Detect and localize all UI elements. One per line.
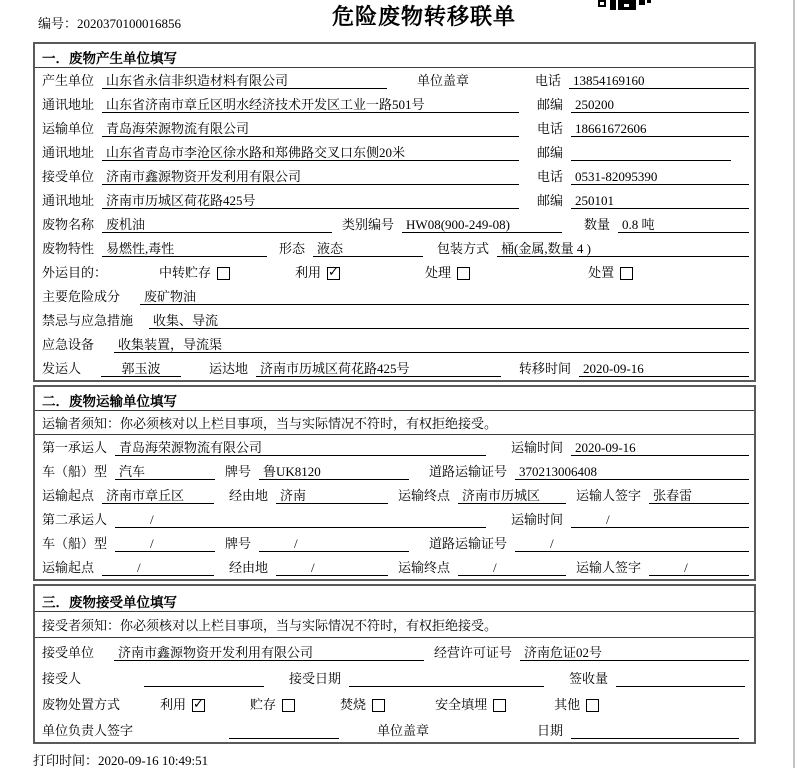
- option-label: 处理: [425, 265, 452, 280]
- packaging-label: 包装方式: [437, 241, 490, 256]
- transport-unit-label: 运输单位: [42, 121, 95, 136]
- packaging-value: 桶(金属,数量 4 ): [497, 241, 749, 257]
- producer-phone-value: 13854169160: [569, 73, 749, 89]
- category-code-value: HW08(900-249-08): [402, 217, 562, 233]
- transport-time-value: /: [571, 512, 749, 528]
- route-end-value: /: [458, 560, 566, 576]
- section-producer-heading: 一．废物产生单位填写: [35, 44, 754, 68]
- disposal-option-other: [554, 697, 599, 713]
- checkbox-icon: [282, 699, 295, 712]
- disposal-option-landfill: [435, 697, 506, 713]
- form-label: 形态: [279, 241, 306, 256]
- license-label: 经营许可证号: [434, 645, 513, 660]
- waste-name-row: [35, 212, 754, 236]
- disposal-method-label: 废物处置方式: [42, 697, 121, 712]
- producer-zip-value: 250200: [571, 97, 749, 113]
- phone-label: 电话: [534, 73, 561, 88]
- receive-address-row: [35, 188, 754, 212]
- option-label: 利用: [160, 697, 187, 712]
- serial-value: 2020370100016856: [77, 16, 182, 31]
- taboo-measures-label: 禁忌与应急措施: [42, 313, 134, 328]
- road-permit-value: /: [515, 536, 749, 552]
- qr-code-fragment-icon: [598, 0, 652, 11]
- option-label: 利用: [295, 265, 322, 280]
- purpose-option-treat: [425, 265, 470, 281]
- checkbox-icon: [586, 699, 599, 712]
- document-header: [0, 0, 796, 42]
- receiver-notice-row: [35, 612, 754, 638]
- zip-label: 邮编: [536, 193, 563, 208]
- serial-label: 编号：: [38, 16, 78, 31]
- route-end-label: 运输终点: [398, 488, 451, 503]
- main-hazard-label: 主要危险成分: [42, 289, 121, 304]
- plate-label: 牌号: [225, 536, 252, 551]
- form-value: 液态: [313, 241, 423, 257]
- transport-unit-value: 青岛海荣源物流有限公司: [102, 121, 519, 137]
- carrier-signature-label: 运输人签字: [576, 488, 642, 503]
- disposal-method-row: [35, 690, 754, 716]
- section-receiver-heading: 三．废物接受单位填写: [35, 586, 754, 612]
- checkbox-icon: [192, 699, 205, 712]
- transport-time-label: 运输时间: [510, 440, 563, 455]
- option-label: 安全填埋: [435, 697, 488, 712]
- option-label: 处置: [588, 265, 615, 280]
- emergency-equipment-row: [35, 332, 754, 356]
- waste-props-value: 易燃性,毒性: [102, 241, 267, 257]
- waste-props-label: 废物特性: [42, 241, 95, 256]
- phone-label: 电话: [536, 121, 563, 136]
- checkbox-icon: [217, 267, 230, 280]
- receive-unit-row: [35, 164, 754, 188]
- transfer-time-label: 转移时间: [519, 361, 572, 376]
- acceptor-value: [144, 671, 264, 687]
- accept-date-value: [349, 671, 544, 687]
- date-label: 日期: [537, 723, 564, 738]
- page-title: 危险废物转移联单: [332, 5, 517, 30]
- responsible-signature-value: [229, 723, 339, 739]
- accept-unit-row: [35, 638, 754, 664]
- phone-label: 电话: [536, 169, 563, 184]
- vehicle-type-value: 汽车: [115, 464, 215, 480]
- section-transporter-heading: 二．废物运输单位填写: [35, 387, 754, 411]
- option-label: 贮存: [250, 697, 277, 712]
- second-carrier-value: /: [115, 512, 486, 528]
- destination-label: 运达地: [209, 361, 249, 376]
- receipt-amount-label: 签收量: [569, 671, 609, 686]
- plate-label: 牌号: [225, 464, 252, 479]
- transport-unit-row: [35, 116, 754, 140]
- road-permit-label: 道路运输证号: [429, 536, 508, 551]
- transport-address-value: 山东省青岛市李沧区徐水路和郑佛路交叉口东侧20米: [102, 145, 519, 161]
- transport-time-label: 运输时间: [510, 512, 563, 527]
- transport-address-row: [35, 140, 754, 164]
- first-carrier-label: 第一承运人: [42, 440, 108, 455]
- date-value: [571, 723, 739, 739]
- road-permit-label: 道路运输证号: [429, 464, 508, 479]
- waste-props-row: [35, 236, 754, 260]
- address-label: 通讯地址: [42, 193, 95, 208]
- accept-unit-value: 济南市鑫源物资开发利用有限公司: [114, 645, 424, 661]
- route-end-label: 运输终点: [398, 560, 451, 575]
- route-via-value: /: [276, 560, 388, 576]
- checkbox-icon: [372, 699, 385, 712]
- taboo-measures-value: 收集、导流: [149, 313, 749, 329]
- print-time-value: 2020-09-16 10:49:51: [98, 753, 209, 768]
- transport-time-value: 2020-09-16: [571, 440, 749, 456]
- checkbox-icon: [620, 267, 633, 280]
- purpose-option-transfer-storage: [159, 265, 230, 281]
- plate-value: /: [259, 536, 409, 552]
- responsible-signature-label: 单位负责人签字: [42, 723, 134, 738]
- first-carrier-row: [35, 435, 754, 459]
- first-carrier-value: 青岛海荣源物流有限公司: [115, 440, 486, 456]
- route-row: [35, 483, 754, 507]
- acceptor-label: 接受人: [42, 671, 82, 686]
- receipt-amount-value: [616, 671, 745, 687]
- carrier-signature-label: 运输人签字: [576, 560, 642, 575]
- print-time-label: 打印时间：: [33, 753, 99, 768]
- unit-seal-label: 单位盖章: [377, 723, 430, 738]
- shipper-label: 发运人: [42, 361, 82, 376]
- route-via-label: 经由地: [229, 560, 269, 575]
- receive-zip-value: 250101: [571, 193, 749, 209]
- waste-name-label: 废物名称: [42, 217, 95, 232]
- route-start-label: 运输起点: [42, 488, 95, 503]
- quantity-label: 数量: [584, 217, 611, 232]
- address-label: 通讯地址: [42, 97, 95, 112]
- route-via-value: 济南: [276, 488, 388, 504]
- category-code-label: 类别编号: [342, 217, 395, 232]
- section-receiver: [33, 584, 756, 744]
- vehicle-row: [35, 459, 754, 483]
- producer-address-value: 山东省济南市章丘区明水经济技术开发区工业一路501号: [102, 97, 519, 113]
- zip-label: 邮编: [536, 97, 563, 112]
- zip-label: 邮编: [536, 145, 563, 160]
- producer-unit-row: [35, 68, 754, 92]
- receive-unit-value: 济南市鑫源物资开发利用有限公司: [102, 169, 519, 185]
- transporter-notice-row: [35, 411, 754, 435]
- carrier-signature-value: /: [649, 560, 749, 576]
- checkbox-icon: [327, 267, 340, 280]
- disposal-option-storage: [250, 697, 295, 713]
- transfer-purpose-row: [35, 260, 754, 284]
- route-row-2: [35, 555, 754, 579]
- emergency-equipment-label: 应急设备: [42, 337, 95, 352]
- emergency-equipment-value: 收集装置，导流渠: [114, 337, 749, 353]
- waste-name-value: 废机油: [102, 217, 332, 233]
- transport-phone-value: 18661672606: [571, 121, 749, 137]
- receive-phone-value: 0531-82095390: [571, 169, 749, 185]
- plate-value: 鲁UK8120: [259, 464, 409, 480]
- transport-zip-value: [571, 145, 731, 161]
- road-permit-value: 370213006408: [515, 464, 749, 480]
- transfer-time-value: 2020-09-16: [579, 361, 749, 377]
- accept-date-label: 接受日期: [289, 671, 342, 686]
- unit-seal-label: 单位盖章: [417, 73, 470, 88]
- receive-address-value: 济南市历城区荷花路425号: [102, 193, 519, 209]
- destination-value: 济南市历城区荷花路425号: [256, 361, 501, 377]
- license-value: 济南危证02号: [520, 645, 749, 661]
- print-time: [33, 750, 796, 769]
- option-label: 其他: [554, 697, 581, 712]
- route-via-label: 经由地: [229, 488, 269, 503]
- second-carrier-label: 第二承运人: [42, 512, 108, 527]
- taboo-measures-row: [35, 308, 754, 332]
- checkbox-icon: [457, 267, 470, 280]
- carrier-signature-value: 张春雷: [649, 488, 749, 504]
- vehicle-type-label: 车（船）型: [42, 464, 108, 479]
- shipper-value: 郭玉波: [101, 361, 181, 377]
- section-transporter: [33, 385, 756, 581]
- page-edge-line: [793, 0, 795, 768]
- transfer-purpose-label: 外运目的：: [42, 265, 108, 280]
- disposal-option-incinerate: [340, 697, 385, 713]
- vehicle-type-label: 车（船）型: [42, 536, 108, 551]
- main-hazard-value: 废矿物油: [140, 289, 749, 305]
- shipper-row: [35, 356, 754, 380]
- accept-unit-label: 接受单位: [42, 645, 95, 660]
- receive-unit-label: 接受单位: [42, 169, 95, 184]
- option-label: 中转贮存: [159, 265, 212, 280]
- address-label: 通讯地址: [42, 145, 95, 160]
- transporter-notice-text: 运输者须知：你必须核对以上栏目事项，当与实际情况不符时，有权拒绝接受。: [42, 416, 498, 431]
- second-carrier-row: [35, 507, 754, 531]
- producer-unit-value: 山东省永信非织造材料有限公司: [102, 73, 387, 89]
- section-producer: [33, 42, 756, 382]
- responsible-signature-row: [35, 716, 754, 742]
- main-hazard-row: [35, 284, 754, 308]
- route-start-label: 运输起点: [42, 560, 95, 575]
- producer-address-row: [35, 92, 754, 116]
- checkbox-icon: [493, 699, 506, 712]
- route-start-value: /: [102, 560, 214, 576]
- route-end-value: 济南市历城区: [458, 488, 566, 504]
- disposal-option-utilize: [160, 697, 205, 713]
- serial-number: [38, 13, 181, 32]
- vehicle-row-2: [35, 531, 754, 555]
- quantity-value: 0.8 吨: [618, 217, 749, 233]
- producer-unit-label: 产生单位: [42, 73, 95, 88]
- option-label: 焚烧: [340, 697, 367, 712]
- acceptor-row: [35, 664, 754, 690]
- route-start-value: 济南市章丘区: [102, 488, 214, 504]
- purpose-option-utilize: [295, 265, 340, 281]
- vehicle-type-value: /: [115, 536, 215, 552]
- receiver-notice-text: 接受者须知：你必须核对以上栏目事项，当与实际情况不符时，有权拒绝接受。: [42, 618, 498, 633]
- purpose-option-dispose: [588, 265, 633, 281]
